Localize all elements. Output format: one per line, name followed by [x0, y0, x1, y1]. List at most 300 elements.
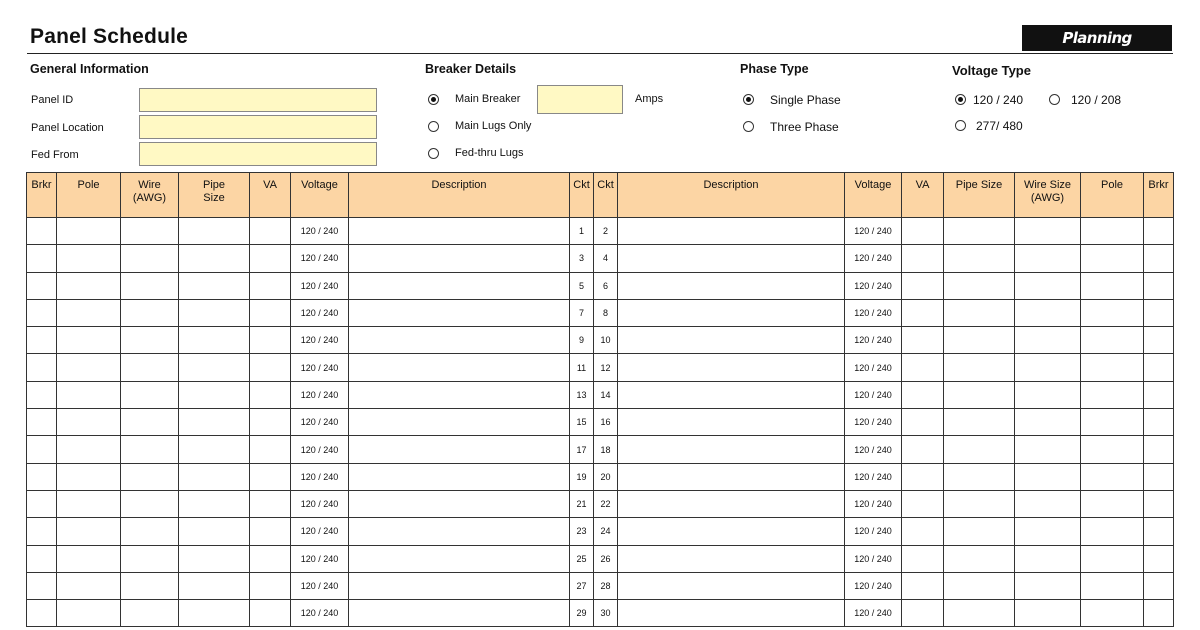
column-header: Pole [1081, 173, 1144, 218]
schedule-entry-cell[interactable] [121, 600, 179, 627]
schedule-entry-cell[interactable] [944, 381, 1015, 408]
schedule-entry-cell[interactable] [944, 218, 1015, 245]
column-header: Brkr [27, 173, 57, 218]
schedule-entry-cell[interactable] [1144, 572, 1174, 599]
right-circuit-number: 6 [594, 272, 618, 299]
schedule-entry-cell[interactable] [1081, 436, 1144, 463]
schedule-entry-cell[interactable] [944, 354, 1015, 381]
schedule-entry-cell[interactable] [902, 490, 944, 517]
schedule-entry-cell[interactable] [57, 218, 121, 245]
schedule-entry-cell[interactable] [349, 381, 570, 408]
schedule-entry-cell[interactable] [902, 409, 944, 436]
schedule-entry-cell[interactable] [179, 245, 250, 272]
left-voltage-cell: 120 / 240 [291, 245, 349, 272]
schedule-entry-cell[interactable] [179, 354, 250, 381]
voltage-277-480-radio[interactable] [955, 120, 966, 131]
schedule-entry-cell[interactable] [121, 299, 179, 326]
right-circuit-number: 2 [594, 218, 618, 245]
schedule-entry-cell[interactable] [349, 436, 570, 463]
schedule-entry-cell[interactable] [27, 436, 57, 463]
right-voltage-cell: 120 / 240 [845, 518, 902, 545]
panel-location-field[interactable] [139, 115, 377, 139]
schedule-entry-cell[interactable] [250, 572, 291, 599]
schedule-entry-cell[interactable] [250, 272, 291, 299]
schedule-entry-cell[interactable] [944, 490, 1015, 517]
schedule-entry-cell[interactable] [618, 218, 845, 245]
schedule-entry-cell[interactable] [1015, 245, 1081, 272]
right-voltage-cell: 120 / 240 [845, 600, 902, 627]
schedule-entry-cell[interactable] [1144, 409, 1174, 436]
schedule-entry-cell[interactable] [618, 381, 845, 408]
left-circuit-number: 17 [570, 436, 594, 463]
single-phase-radio[interactable] [743, 94, 754, 105]
amps-label: Amps [635, 93, 664, 105]
column-header: Brkr [1144, 173, 1174, 218]
column-header: VA [250, 173, 291, 218]
right-voltage-cell: 120 / 240 [845, 490, 902, 517]
schedule-entry-cell[interactable] [27, 381, 57, 408]
schedule-entry-cell[interactable] [1081, 299, 1144, 326]
schedule-entry-cell[interactable] [27, 327, 57, 354]
left-voltage-cell: 120 / 240 [291, 518, 349, 545]
table-row [27, 545, 1174, 572]
panel-id-field[interactable] [139, 88, 377, 112]
left-voltage-cell: 120 / 240 [291, 436, 349, 463]
schedule-entry-cell[interactable] [121, 490, 179, 517]
schedule-entry-cell[interactable] [250, 490, 291, 517]
column-header: Voltage [291, 173, 349, 218]
schedule-entry-cell[interactable] [179, 545, 250, 572]
main-breaker-label: Main Breaker [455, 93, 521, 105]
main-lugs-only-radio[interactable] [428, 121, 439, 132]
schedule-entry-cell[interactable] [1144, 299, 1174, 326]
schedule-entry-cell[interactable] [179, 600, 250, 627]
schedule-entry-cell[interactable] [1015, 299, 1081, 326]
schedule-entry-cell[interactable] [121, 272, 179, 299]
column-header: Pipe Size [179, 173, 250, 218]
schedule-entry-cell[interactable] [902, 545, 944, 572]
right-circuit-number: 26 [594, 545, 618, 572]
schedule-entry-cell[interactable] [57, 327, 121, 354]
left-circuit-number: 13 [570, 381, 594, 408]
schedule-entry-cell[interactable] [1144, 354, 1174, 381]
schedule-entry-cell[interactable] [618, 490, 845, 517]
schedule-entry-cell[interactable] [27, 218, 57, 245]
right-voltage-cell: 120 / 240 [845, 463, 902, 490]
table-row [27, 463, 1174, 490]
schedule-entry-cell[interactable] [57, 436, 121, 463]
schedule-entry-cell[interactable] [618, 245, 845, 272]
right-circuit-number: 8 [594, 299, 618, 326]
panel-location-label: Panel Location [31, 122, 104, 134]
schedule-entry-cell[interactable] [902, 572, 944, 599]
schedule-entry-cell[interactable] [250, 409, 291, 436]
schedule-entry-cell[interactable] [1144, 218, 1174, 245]
voltage-120-208-label: 120 / 208 [1071, 93, 1122, 107]
schedule-entry-cell[interactable] [1144, 600, 1174, 627]
schedule-entry-cell[interactable] [349, 490, 570, 517]
schedule-entry-cell[interactable] [57, 463, 121, 490]
left-voltage-cell: 120 / 240 [291, 299, 349, 326]
table-row [27, 490, 1174, 517]
left-voltage-cell: 120 / 240 [291, 327, 349, 354]
schedule-entry-cell[interactable] [250, 245, 291, 272]
fed-thru-lugs-label: Fed-thru Lugs [455, 147, 524, 159]
right-circuit-number: 16 [594, 409, 618, 436]
schedule-entry-cell[interactable] [57, 409, 121, 436]
table-row [27, 299, 1174, 326]
schedule-entry-cell[interactable] [902, 272, 944, 299]
schedule-entry-cell[interactable] [1144, 518, 1174, 545]
planning-department-logo: Planning Department. [1022, 25, 1172, 51]
schedule-entry-cell[interactable] [121, 354, 179, 381]
schedule-entry-cell[interactable] [1015, 463, 1081, 490]
schedule-entry-cell[interactable] [121, 518, 179, 545]
schedule-entry-cell[interactable] [179, 463, 250, 490]
schedule-entry-cell[interactable] [349, 600, 570, 627]
schedule-entry-cell[interactable] [902, 381, 944, 408]
schedule-entry-cell[interactable] [27, 272, 57, 299]
voltage-120-240-label: 120 / 240 [973, 93, 1024, 107]
schedule-entry-cell[interactable] [27, 409, 57, 436]
schedule-entry-cell[interactable] [944, 299, 1015, 326]
schedule-entry-cell[interactable] [179, 490, 250, 517]
main-breaker-radio[interactable] [428, 94, 439, 105]
right-voltage-cell: 120 / 240 [845, 299, 902, 326]
schedule-entry-cell[interactable] [944, 463, 1015, 490]
table-row [27, 572, 1174, 599]
schedule-entry-cell[interactable] [121, 381, 179, 408]
table-row [27, 381, 1174, 408]
schedule-entry-cell[interactable] [179, 218, 250, 245]
left-circuit-number: 1 [570, 218, 594, 245]
schedule-entry-cell[interactable] [250, 218, 291, 245]
schedule-entry-cell[interactable] [1144, 272, 1174, 299]
schedule-entry-cell[interactable] [179, 327, 250, 354]
left-circuit-number: 19 [570, 463, 594, 490]
left-voltage-cell: 120 / 240 [291, 490, 349, 517]
schedule-entry-cell[interactable] [121, 245, 179, 272]
table-row [27, 354, 1174, 381]
schedule-entry-cell[interactable] [1015, 518, 1081, 545]
right-circuit-number: 12 [594, 354, 618, 381]
schedule-entry-cell[interactable] [1081, 245, 1144, 272]
schedule-entry-cell[interactable] [121, 572, 179, 599]
schedule-entry-cell[interactable] [121, 463, 179, 490]
schedule-entry-cell[interactable] [902, 218, 944, 245]
schedule-entry-cell[interactable] [618, 436, 845, 463]
left-voltage-cell: 120 / 240 [291, 463, 349, 490]
right-voltage-cell: 120 / 240 [845, 409, 902, 436]
left-voltage-cell: 120 / 240 [291, 218, 349, 245]
schedule-entry-cell[interactable] [349, 218, 570, 245]
breaker-details-heading: Breaker Details [425, 62, 517, 76]
left-voltage-cell: 120 / 240 [291, 272, 349, 299]
schedule-entry-cell[interactable] [1144, 490, 1174, 517]
left-voltage-cell: 120 / 240 [291, 381, 349, 408]
column-header: Pipe Size [944, 173, 1015, 218]
right-voltage-cell: 120 / 240 [845, 436, 902, 463]
left-voltage-cell: 120 / 240 [291, 354, 349, 381]
schedule-entry-cell[interactable] [349, 409, 570, 436]
fed-from-field[interactable] [139, 142, 377, 166]
schedule-entry-cell[interactable] [618, 572, 845, 599]
schedule-entry-cell[interactable] [179, 572, 250, 599]
schedule-entry-cell[interactable] [349, 272, 570, 299]
fed-thru-lugs-radio[interactable] [428, 148, 439, 159]
table-row [27, 436, 1174, 463]
schedule-entry-cell[interactable] [179, 272, 250, 299]
schedule-entry-cell[interactable] [27, 490, 57, 517]
schedule-entry-cell[interactable] [57, 572, 121, 599]
schedule-entry-cell[interactable] [944, 409, 1015, 436]
single-phase-label: Single Phase [770, 93, 841, 107]
table-row [27, 327, 1174, 354]
right-voltage-cell: 120 / 240 [845, 245, 902, 272]
schedule-entry-cell[interactable] [27, 545, 57, 572]
column-header: Voltage [845, 173, 902, 218]
column-header: Pole [57, 173, 121, 218]
schedule-entry-cell[interactable] [902, 245, 944, 272]
schedule-entry-cell[interactable] [1144, 245, 1174, 272]
table-row [27, 245, 1174, 272]
schedule-entry-cell[interactable] [1015, 381, 1081, 408]
table-row [27, 600, 1174, 627]
schedule-entry-cell[interactable] [1081, 600, 1144, 627]
header-divider [27, 53, 1173, 54]
column-header: Ckt [570, 173, 594, 218]
schedule-entry-cell[interactable] [57, 381, 121, 408]
panel-schedule-table [26, 172, 1174, 627]
right-circuit-number: 30 [594, 600, 618, 627]
schedule-entry-cell[interactable] [27, 518, 57, 545]
schedule-entry-cell[interactable] [944, 436, 1015, 463]
schedule-entry-cell[interactable] [250, 436, 291, 463]
schedule-entry-cell[interactable] [349, 545, 570, 572]
schedule-entry-cell[interactable] [57, 245, 121, 272]
schedule-entry-cell[interactable] [902, 299, 944, 326]
left-voltage-cell: 120 / 240 [291, 600, 349, 627]
left-circuit-number: 27 [570, 572, 594, 599]
schedule-entry-cell[interactable] [121, 218, 179, 245]
schedule-entry-cell[interactable] [1081, 272, 1144, 299]
schedule-entry-cell[interactable] [944, 327, 1015, 354]
schedule-entry-cell[interactable] [1081, 218, 1144, 245]
column-header: Wire (AWG) [121, 173, 179, 218]
schedule-entry-cell[interactable] [1081, 572, 1144, 599]
schedule-entry-cell[interactable] [1081, 490, 1144, 517]
schedule-entry-cell[interactable] [618, 600, 845, 627]
schedule-entry-cell[interactable] [27, 600, 57, 627]
schedule-entry-cell[interactable] [349, 327, 570, 354]
right-circuit-number: 22 [594, 490, 618, 517]
right-voltage-cell: 120 / 240 [845, 381, 902, 408]
left-circuit-number: 15 [570, 409, 594, 436]
schedule-entry-cell[interactable] [250, 381, 291, 408]
schedule-entry-cell[interactable] [349, 518, 570, 545]
schedule-entry-cell[interactable] [349, 572, 570, 599]
left-circuit-number: 5 [570, 272, 594, 299]
phase-type-heading: Phase Type [740, 62, 809, 76]
schedule-entry-cell[interactable] [618, 518, 845, 545]
three-phase-label: Three Phase [770, 120, 839, 134]
schedule-entry-cell[interactable] [618, 354, 845, 381]
voltage-type-heading: Voltage Type [952, 63, 1031, 78]
left-voltage-cell: 120 / 240 [291, 409, 349, 436]
panel-id-label: Panel ID [31, 94, 74, 106]
left-circuit-number: 9 [570, 327, 594, 354]
column-header: Wire Size (AWG) [1015, 173, 1081, 218]
schedule-entry-cell[interactable] [944, 272, 1015, 299]
schedule-entry-cell[interactable] [618, 463, 845, 490]
voltage-120-208-radio[interactable] [1049, 94, 1060, 105]
schedule-entry-cell[interactable] [902, 518, 944, 545]
schedule-entry-cell[interactable] [250, 327, 291, 354]
schedule-entry-cell[interactable] [902, 463, 944, 490]
right-voltage-cell: 120 / 240 [845, 272, 902, 299]
schedule-entry-cell[interactable] [57, 272, 121, 299]
schedule-entry-cell[interactable] [1081, 545, 1144, 572]
schedule-entry-cell[interactable] [1144, 463, 1174, 490]
left-voltage-cell: 120 / 240 [291, 572, 349, 599]
three-phase-radio[interactable] [743, 121, 754, 132]
schedule-entry-cell[interactable] [1015, 409, 1081, 436]
schedule-entry-cell[interactable] [349, 245, 570, 272]
fed-from-label: Fed From [31, 149, 79, 161]
left-circuit-number: 11 [570, 354, 594, 381]
right-circuit-number: 4 [594, 245, 618, 272]
schedule-entry-cell[interactable] [618, 327, 845, 354]
schedule-entry-cell[interactable] [57, 354, 121, 381]
schedule-entry-cell[interactable] [618, 272, 845, 299]
schedule-entry-cell[interactable] [57, 545, 121, 572]
schedule-entry-cell[interactable] [944, 518, 1015, 545]
schedule-entry-cell[interactable] [618, 299, 845, 326]
schedule-entry-cell[interactable] [27, 299, 57, 326]
schedule-entry-cell[interactable] [944, 545, 1015, 572]
schedule-entry-cell[interactable] [250, 518, 291, 545]
right-voltage-cell: 120 / 240 [845, 218, 902, 245]
schedule-entry-cell[interactable] [1081, 354, 1144, 381]
left-circuit-number: 25 [570, 545, 594, 572]
column-header: Ckt [594, 173, 618, 218]
schedule-entry-cell[interactable] [179, 518, 250, 545]
schedule-entry-cell[interactable] [1015, 490, 1081, 517]
schedule-entry-cell[interactable] [250, 354, 291, 381]
left-voltage-cell: 120 / 240 [291, 545, 349, 572]
left-circuit-number: 3 [570, 245, 594, 272]
general-information-heading: General Information [30, 62, 149, 76]
schedule-entry-cell[interactable] [27, 572, 57, 599]
schedule-entry-cell[interactable] [902, 436, 944, 463]
column-header: Description [618, 173, 845, 218]
schedule-entry-cell[interactable] [618, 409, 845, 436]
schedule-entry-cell[interactable] [1081, 381, 1144, 408]
schedule-entry-cell[interactable] [1081, 518, 1144, 545]
schedule-entry-cell[interactable] [121, 327, 179, 354]
schedule-entry-cell[interactable] [57, 518, 121, 545]
schedule-entry-cell[interactable] [250, 545, 291, 572]
table-row [27, 272, 1174, 299]
right-voltage-cell: 120 / 240 [845, 327, 902, 354]
schedule-entry-cell[interactable] [57, 490, 121, 517]
schedule-entry-cell[interactable] [1144, 327, 1174, 354]
schedule-entry-cell[interactable] [179, 436, 250, 463]
schedule-entry-cell[interactable] [944, 572, 1015, 599]
schedule-entry-cell[interactable] [250, 600, 291, 627]
schedule-entry-cell[interactable] [1015, 572, 1081, 599]
schedule-entry-cell[interactable] [1015, 600, 1081, 627]
schedule-entry-cell[interactable] [1015, 354, 1081, 381]
right-circuit-number: 28 [594, 572, 618, 599]
schedule-entry-cell[interactable] [121, 436, 179, 463]
table-header-row [27, 173, 1174, 218]
schedule-entry-cell[interactable] [944, 245, 1015, 272]
schedule-entry-cell[interactable] [179, 299, 250, 326]
schedule-entry-cell[interactable] [27, 354, 57, 381]
right-circuit-number: 10 [594, 327, 618, 354]
left-circuit-number: 23 [570, 518, 594, 545]
table-row [27, 218, 1174, 245]
schedule-entry-cell[interactable] [179, 381, 250, 408]
schedule-entry-cell[interactable] [349, 463, 570, 490]
schedule-entry-cell[interactable] [349, 354, 570, 381]
schedule-entry-cell[interactable] [250, 299, 291, 326]
right-voltage-cell: 120 / 240 [845, 572, 902, 599]
column-header: VA [902, 173, 944, 218]
right-voltage-cell: 120 / 240 [845, 354, 902, 381]
schedule-entry-cell[interactable] [250, 463, 291, 490]
column-header: Description [349, 173, 570, 218]
table-row [27, 409, 1174, 436]
schedule-entry-cell[interactable] [902, 354, 944, 381]
schedule-entry-cell[interactable] [1015, 545, 1081, 572]
schedule-entry-cell[interactable] [57, 600, 121, 627]
right-circuit-number: 18 [594, 436, 618, 463]
schedule-entry-cell[interactable] [1144, 545, 1174, 572]
voltage-120-240-radio[interactable] [955, 94, 966, 105]
right-voltage-cell: 120 / 240 [845, 545, 902, 572]
schedule-entry-cell[interactable] [1081, 409, 1144, 436]
schedule-entry-cell[interactable] [1015, 436, 1081, 463]
schedule-entry-cell[interactable] [1015, 272, 1081, 299]
schedule-entry-cell[interactable] [121, 409, 179, 436]
schedule-entry-cell[interactable] [1144, 381, 1174, 408]
schedule-entry-cell[interactable] [27, 463, 57, 490]
schedule-entry-cell[interactable] [1081, 327, 1144, 354]
right-circuit-number: 24 [594, 518, 618, 545]
schedule-entry-cell[interactable] [121, 545, 179, 572]
schedule-entry-cell[interactable] [27, 245, 57, 272]
schedule-entry-cell[interactable] [1015, 327, 1081, 354]
schedule-entry-cell[interactable] [1081, 463, 1144, 490]
right-circuit-number: 14 [594, 381, 618, 408]
schedule-entry-cell[interactable] [902, 327, 944, 354]
amps-field[interactable] [537, 85, 623, 114]
schedule-entry-cell[interactable] [57, 299, 121, 326]
schedule-entry-cell[interactable] [902, 600, 944, 627]
schedule-entry-cell[interactable] [349, 299, 570, 326]
main-lugs-only-label: Main Lugs Only [455, 120, 532, 132]
schedule-entry-cell[interactable] [944, 600, 1015, 627]
schedule-entry-cell[interactable] [618, 545, 845, 572]
left-circuit-number: 7 [570, 299, 594, 326]
schedule-entry-cell[interactable] [179, 409, 250, 436]
schedule-entry-cell[interactable] [1015, 218, 1081, 245]
table-row [27, 518, 1174, 545]
right-circuit-number: 20 [594, 463, 618, 490]
schedule-entry-cell[interactable] [1144, 436, 1174, 463]
